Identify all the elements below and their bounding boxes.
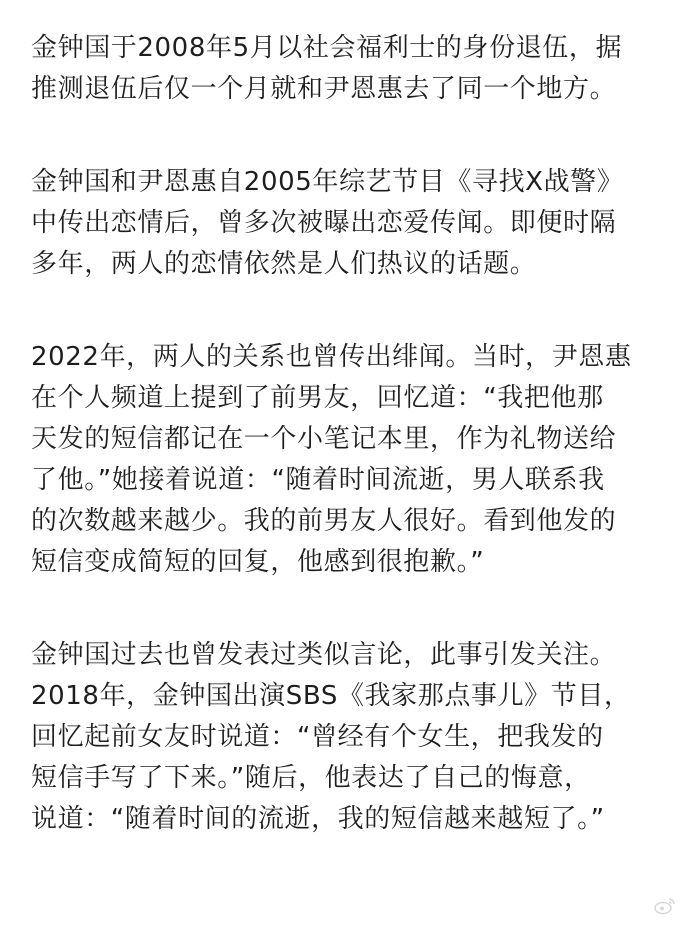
text-line: 2018年，金钟国出演SBS《我家那点事儿》节目， (31, 681, 631, 711)
paragraph-3 (31, 337, 671, 583)
text-line: 多年，两人的恋情依然是人们热议的话题。 (31, 249, 537, 279)
article-body (31, 28, 671, 892)
paragraph-1 (31, 28, 671, 110)
text-line: 在个人频道上提到了前男友，回忆道：“我把他那 (31, 383, 604, 413)
paragraph-2 (31, 162, 671, 285)
text-line: 金钟国于2008年5月以社会福利士的身份退伍，据 (31, 33, 623, 63)
text-line: 回忆起前女友时说道：“曾经有个女生，把我发的 (31, 722, 604, 752)
text-line: 短信手写了下来。”随后，他表达了自己的悔意， (31, 763, 591, 793)
text-line: 2022年，两人的关系也曾传出绯闻。当时，尹恩惠 (31, 342, 632, 372)
text-line: 的次数越来越少。我的前男友人很好。看到他发的 (31, 506, 617, 536)
text-line: 短信变成简短的回复，他感到很抱歉。” (31, 547, 485, 577)
text-line: 说道：“随着时间的流逝，我的短信越来越短了。” (31, 804, 605, 834)
text-line: 天发的短信都记在一个小笔记本里，作为礼物送给 (31, 424, 617, 454)
text-line: 金钟国过去也曾发表过类似言论，此事引发关注。 (31, 640, 617, 670)
watermark (654, 897, 676, 915)
text-line: 金钟国和尹恩惠自2005年综艺节目《寻找X战警》 (31, 167, 624, 197)
paragraph-4 (31, 635, 671, 840)
text-line: 推测退伍后仅一个月就和尹恩惠去了同一个地方。 (31, 74, 617, 104)
weibo-logo-icon (654, 897, 676, 915)
text-line: 中传出恋情后，曾多次被曝出恋爱传闻。即便时隔 (31, 208, 617, 238)
text-line: 了他。”她接着说道：“随着时间流逝，男人联系我 (31, 465, 605, 495)
